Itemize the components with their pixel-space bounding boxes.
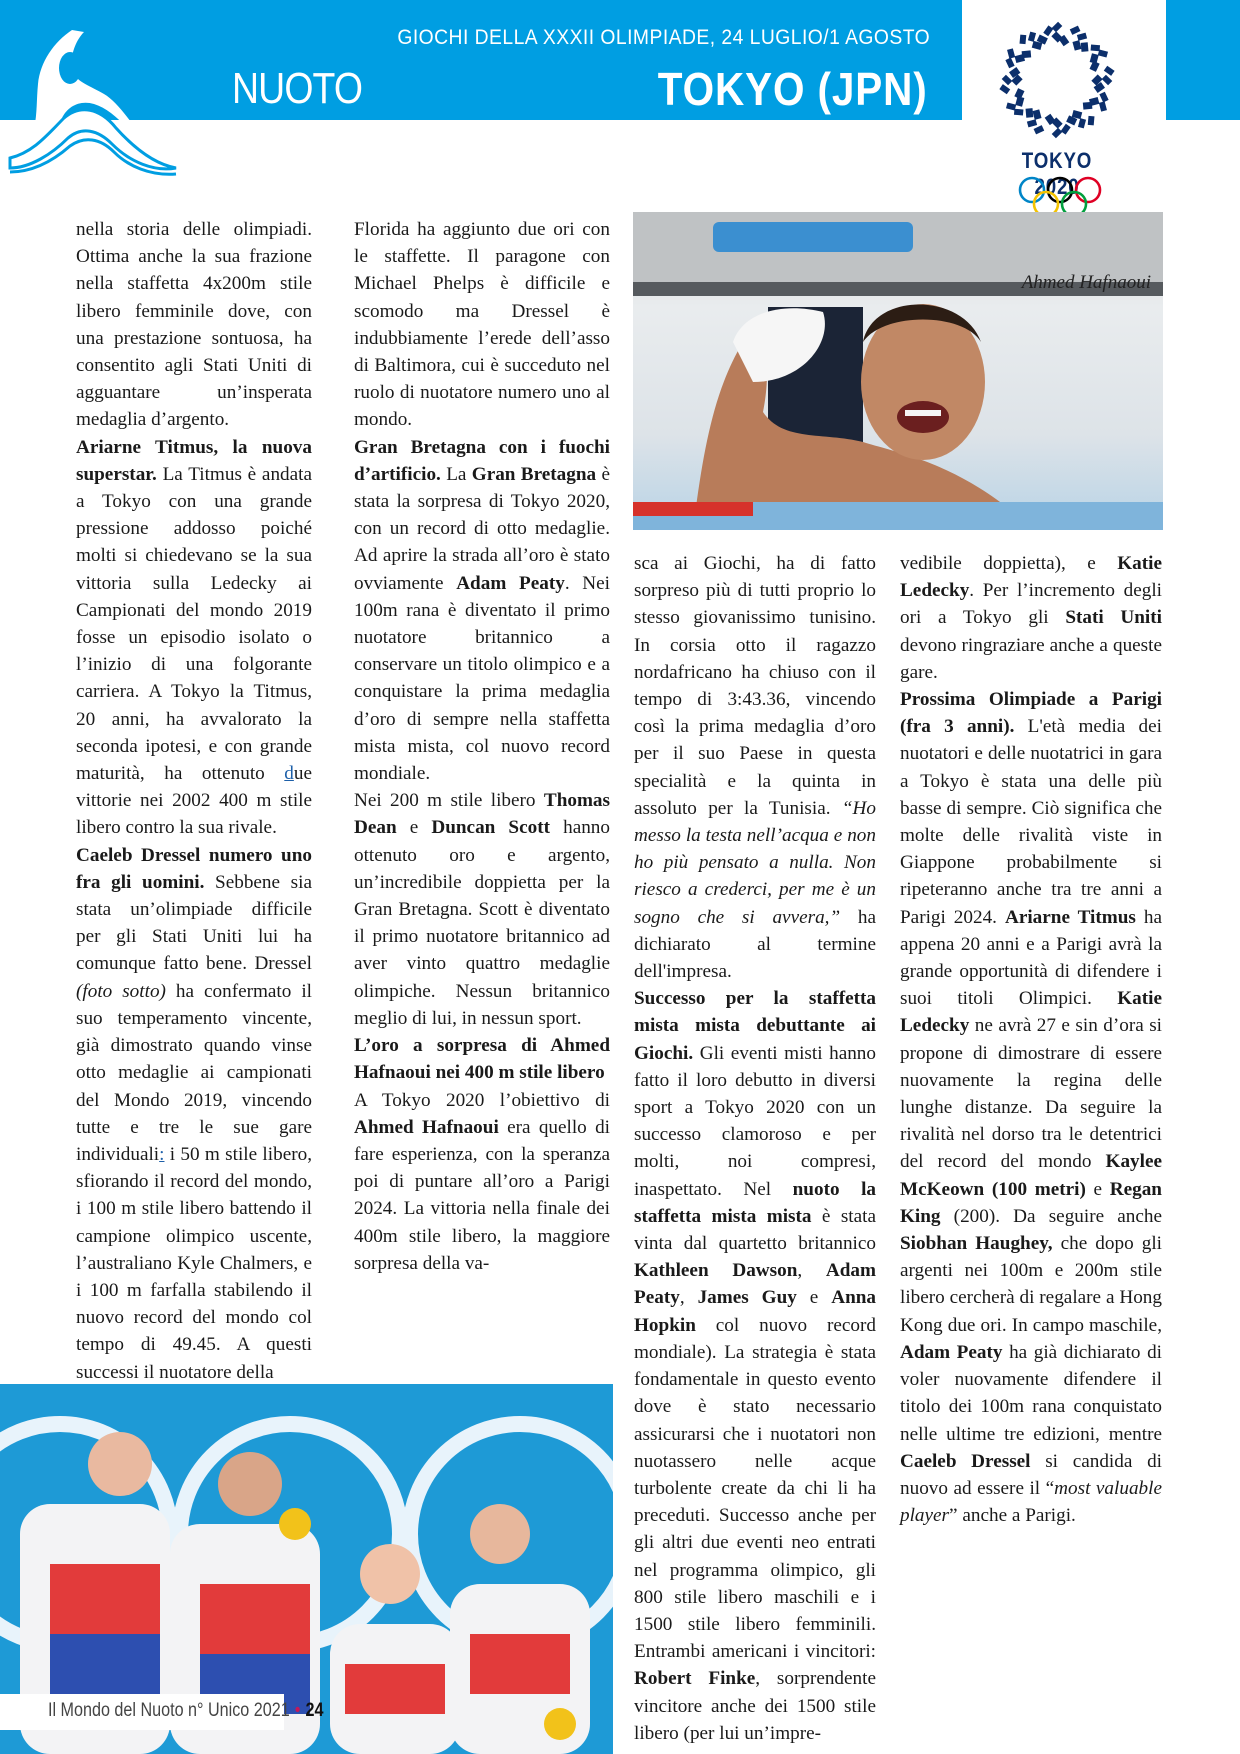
emblem-tile <box>1026 108 1034 118</box>
emblem-tile <box>1052 128 1063 139</box>
emblem-tile <box>1098 49 1108 57</box>
emblem-tile <box>1006 102 1016 110</box>
emblem-tile <box>1002 75 1013 86</box>
emblem-tile <box>1099 92 1108 103</box>
paragraph: A Tokyo 2020 l’obiettivo di Ahmed Hafnaoui era quello di fare esperienza, con la speranza poi di puntare all’oro a Parigi 2024. La vittoria nella finale dei 400m stile libero, la maggiore sorpresa della va- <box>354 1089 611 1274</box>
subheading: Gran Bretagna con i fuochi d’artificio. <box>354 436 610 485</box>
emblem-tile <box>999 84 1010 94</box>
emblem-tile <box>1081 42 1089 52</box>
paragraph: Nei 200 m stile libero Thomas Dean e Duncan Scott hanno ottenuto oro e argento, un’incredibile doppietta per la Gran Bretagna. Scott è diventato il primo nuotatore britannico ad aver vinto quattro medaglie olimpiche. Nessun britannico meglio di lui, in nessun sport. <box>354 790 610 1029</box>
inline-link[interactable]: d <box>284 763 294 785</box>
photo-caption: Ahmed Hafnaoui <box>1021 272 1151 293</box>
emblem-tile <box>1014 109 1023 116</box>
emblem-tile <box>1043 25 1053 36</box>
article-column-2 <box>354 216 610 1277</box>
paragraph: vedibile doppietta), e Katie Ledecky. Per l’incremento degli ori a Tokyo gli Stati Uniti devono ringraziare anche a queste gare. <box>900 553 1162 683</box>
subheading: Caeleb Dressel numero uno fra gli uomini. <box>76 844 312 893</box>
article-column-1 <box>76 216 312 1386</box>
emblem-tile <box>1027 119 1037 127</box>
article-column-4 <box>900 550 1162 1529</box>
emblem-tile <box>1078 118 1086 128</box>
page-number: 24 <box>305 1700 324 1721</box>
emblem-tile <box>1022 50 1032 58</box>
paragraph: nella storia delle olimpiadi. Ottima anche la sua frazione nella staffetta 4x200m stile libero femminile dove, con una prestazione sontuosa, ha consentito agli Stati Uniti di agguantare un’insperata medaglia d’argento. <box>76 219 312 431</box>
emblem-tile <box>1014 88 1024 99</box>
emblem-tile <box>1104 66 1115 76</box>
tokyo-2020-emblem-icon <box>992 20 1122 142</box>
emblem-tile <box>1077 33 1087 41</box>
section-heading: L’oro a sorpresa di Ahmed Hafnaoui nei 400 m stile libero <box>354 1035 610 1084</box>
subheading: Prossima Olimpiade a Parigi (fra 3 anni). <box>900 689 1162 738</box>
emblem-tile <box>1028 32 1036 42</box>
emblem-tile <box>1070 26 1081 35</box>
emblem-tile <box>1072 40 1081 51</box>
paragraph: Florida ha aggiunto due ori con le staffette. Il paragone con Michael Phelps è difficile e scomodo ma Dressel è indubbiamente l’erede dell’asso di Baltimora, cui è succeduto nel ruolo di nuotatore numero uno al mondo. <box>354 219 610 431</box>
emblem-tile <box>1099 101 1107 111</box>
city-title: TOKYO (JPN) <box>658 63 928 115</box>
swimmer-logo-icon <box>4 22 244 182</box>
emblem-tile <box>1034 125 1045 134</box>
paragraph: Caeleb Dressel numero uno fra gli uomini. Sebbene sia stata un’olimpiade difficile per gli Stati Uniti lui ha comunque fatto bene. Dressel (foto sotto) ha confermato il suo temperamento vincente, già dimostrato quando vinse otto medaglie ai campionati del Mondo 2019, vincendo tutte e tre le sue gare individuali: i 50 m stile libero, sfiorando il record del mondo, i 100 m stile libero battendo il campione olimpico uscente, l’australiano Kyle Chalmers, e i 100 m farfalla stabilendo il nuovo record del mondo col tempo di 49.45. A questi successi il nuotatore della <box>76 844 312 1383</box>
emblem-tile <box>1061 124 1071 135</box>
inline-link[interactable]: : <box>159 1143 165 1165</box>
section-title: NUOTO <box>232 64 363 113</box>
paragraph: Prossima Olimpiade a Parigi (fra 3 anni). L'età media dei nuotatori e delle nuotatrici in gara a Tokyo è stata una delle più basse di sempre. Ciò significa che molte delle rivalità viste in Giappone probabilmente si ripeteranno anche tra tre anni a Parigi 2024. Ariarne Titmus ha appena 20 anni e a Parigi avrà la grande opportunità di difendere i suoi titoli Olimpici. Katie Ledecky ne avrà 27 e sin d’ora si propone di dimostrare di essere nuovamente la regina delle lunghe distanze. Da seguire la rivalità nel dorso tra le detentrici del record del mondo Kaylee McKeown (100 metri) e Regan King (200). Da seguire anche Siobhan Haughey, che dopo gli argenti nei 100m e 200m stile libero cercherà di regalare a Hong Kong due ori. In campo maschile, Adam Peaty ha già dichiarato di voler nuovamente difendere il titolo dei 100m rana conquistato nelle ultime tre edizioni, mentre Caeleb Dressel si candida di nuovo ad essere il “most valuable player” anche a Parigi. <box>900 689 1162 1527</box>
emblem-tile <box>1032 109 1041 120</box>
emblem-tile <box>1020 35 1027 44</box>
subheading: Successo per la staffetta mista mista debuttante ai Giochi. <box>634 988 876 1064</box>
article-column-3 <box>634 550 876 1747</box>
emblem-text: TOKYO 2020 <box>1021 148 1093 199</box>
publication-name: Il Mondo del Nuoto n° Unico 2021 <box>48 1700 290 1721</box>
emblem-tile <box>1052 22 1063 33</box>
header-banner-edge <box>1166 0 1240 120</box>
hafnaoui-photo <box>633 212 1163 530</box>
hafnaoui-photo-illustration <box>633 212 1163 530</box>
footer-separator: • <box>294 1700 301 1721</box>
emblem-tile <box>1091 45 1100 52</box>
emblem-tile <box>1088 116 1095 125</box>
subheading: Ariarne Titmus, la nuova superstar. <box>76 436 312 485</box>
emblem-tile <box>1005 58 1014 69</box>
paragraph: Gran Bretagna con i fuochi d’artificio. La Gran Bretagna è stata la sorpresa di Tokyo 2020, con un record di otto medaglie. Ad aprire la strada all’oro è stato ovviamente Adam Peaty. Nei 100m rana è diventato il primo nuotatore britannico a conservare un titolo olimpico e a conquistare la prima medaglia d’oro di sempre nella staffetta mista mista, col nuovo record mondiale. <box>354 436 610 785</box>
emblem-tile <box>1083 102 1093 110</box>
paragraph: Successo per la staffetta mista mista debuttante ai Giochi. Gli eventi misti hanno fatto il loro debutto in diversi sport a Tokyo 2020 con un successo clamoroso e per molti, noi compresi, inaspettato. Nel nuoto la staffetta mista mista è stata vinta dal quartetto britannico Kathleen Dawson, Adam Peaty, James Guy e Anna Hopkin col nuovo record mondiale). La strategia è stata fondamentale in questo evento dove è stato necessario assicurarsi che i nuotatori non nuotassero nelle acque turbolente create da chi li ha preceduti. Successo anche per gli altri due eventi neo entrati nel programma olimpico, gli 800 stile libero maschili e i 1500 stile libero femminili. Entrambi americani i vincitori: Robert Finke, sorprendente vincitore anche dei 1500 stile libero (per lui un’impre- <box>634 988 877 1744</box>
emblem-tile <box>1102 75 1113 86</box>
header-kicker: GIOCHI DELLA XXXII OLIMPIADE, 24 LUGLIO/1 AGOSTO <box>397 26 930 49</box>
paragraph: Ariarne Titmus, la nuova superstar. La Titmus è andata a Tokyo con una grande pressione addosso poiché molti si chiedevano se la sua vittoria sulla Ledecky ai Campionati del mondo 2019 fosse un episodio isolato o l’inizio di una folgorante carriera. A Tokyo la Titmus, 20 anni, ha avvalorato la seconda ipotesi, e con grande maturità, ha ottenuto due vittorie nei 2002 400 m stile libero contro la sua rivale. <box>76 436 312 839</box>
emblem-tile <box>1007 48 1015 58</box>
paragraph: sca ai Giochi, ha di fatto sorpreso più di tutti proprio lo stesso giovanissimo tunisino. In corsia otto il ragazzo nordafricano ha chiuso con il tempo di 3:43.36, vincendo così la prima medaglia d’oro per il suo Paese in questa specialità e la quinta in assoluto per la Tunisia. “Ho messo la testa nell’acqua e non ho più pensato a nulla. Non riesco a crederci, per me è un sogno che si avvera,” ha dichiarato al termine dell'impresa. <box>634 553 876 983</box>
emblem-tile <box>1090 61 1100 72</box>
page-footer <box>48 1700 324 1722</box>
